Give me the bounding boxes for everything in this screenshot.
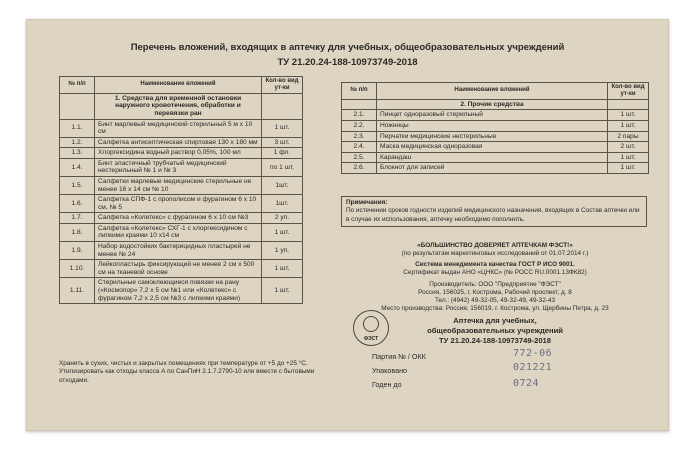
item-number: 1.9. xyxy=(60,242,95,260)
document-spec: ТУ 21.20.24-188-10973749-2018 xyxy=(277,57,418,68)
item-name: Лейкопластырь фиксирующий не менее 2 см х 500 см на тканевой основе xyxy=(95,260,262,278)
item-quantity: по 1 шт. xyxy=(262,158,303,176)
header-qty: Кол-во вид ут-ки xyxy=(608,83,649,100)
item-quantity: 1 шт. xyxy=(262,119,303,137)
item-quantity: 2 пары xyxy=(608,131,649,142)
table-row xyxy=(60,223,303,241)
item-number: 1.1. xyxy=(60,119,95,137)
item-name: Маска медицинская одноразовая xyxy=(377,142,608,153)
item-name: Салфетки марлевые медицинские стерильные не менее 16 х 14 см № 10 xyxy=(95,176,262,194)
table-row xyxy=(60,119,303,137)
table-row xyxy=(342,142,649,153)
item-quantity: 1шт. xyxy=(262,195,303,213)
section-title: 2. Прочие средства xyxy=(377,99,608,110)
item-name: Ножницы xyxy=(377,120,608,131)
item-name: Пинцет одноразовый стерильный xyxy=(377,110,608,121)
item-quantity: 1 шт. xyxy=(262,260,303,278)
item-name: Салфетка «Колетекс» СХГ-1 с хлоргексидином с липкими краями 10 х14 см xyxy=(95,223,262,241)
table-row xyxy=(342,131,649,142)
item-name: Перчатки медицинские нестерильные xyxy=(377,131,608,142)
item-number: 2.4. xyxy=(342,142,377,153)
table-row xyxy=(60,137,303,148)
item-quantity: 1 шт. xyxy=(608,163,649,174)
header-num: № п/п xyxy=(342,83,377,100)
item-quantity: 1 уп. xyxy=(262,242,303,260)
item-number: 1.7. xyxy=(60,213,95,224)
header-name: Наименование вложений xyxy=(95,77,262,94)
left-contents-table xyxy=(59,76,303,304)
item-number: 1.8. xyxy=(60,223,95,241)
item-name: Салфетка СПФ-1 с прополисом и фурагином 6 х 10 см, № 5 xyxy=(95,195,262,213)
table-row xyxy=(60,278,303,304)
table-row xyxy=(60,242,303,260)
item-number: 2.6. xyxy=(342,163,377,174)
item-number: 1.11. xyxy=(60,278,95,304)
document-title: Перечень вложений, входящих в аптечку для учебных, общеобразовательных учреждений xyxy=(130,42,565,53)
table-row xyxy=(342,110,649,121)
table-row xyxy=(342,152,649,163)
item-name: Карандаш xyxy=(377,152,608,163)
item-number: 2.2. xyxy=(342,120,377,131)
production-place: Место производства: Россия, 156019, г. Кострома, ул. Щербины Петра, д. 23 xyxy=(381,305,609,312)
storage-note: Хранить в сухих, чистых и закрытых помещениях при температуре от +5 до +25 °С. Утилизировать как отходы класса А по СанПиН 2.1.7.2790-10 или вместе с бытовыми отходами. xyxy=(59,360,315,384)
table-row xyxy=(342,120,649,131)
batch-label: Партия № / ОКК xyxy=(372,352,426,361)
item-number: 2.3. xyxy=(342,131,377,142)
right-contents-table xyxy=(341,82,649,174)
expiry-label: Годен до xyxy=(372,380,402,389)
remarks-box xyxy=(341,196,647,227)
table-row xyxy=(60,158,303,176)
item-number: 1.10. xyxy=(60,260,95,278)
table-row xyxy=(60,176,303,194)
header-num: № п/п xyxy=(60,77,95,94)
item-number: 1.4. xyxy=(60,158,95,176)
item-name: Хлоргексидина водный раствор 0,05%, 100 мл xyxy=(95,148,262,159)
item-name: Бинт марлевый медицинский стерильный 5 м х 10 см xyxy=(95,119,262,137)
product-title-1: Аптечка для учебных, xyxy=(453,316,537,325)
producer-line: Производитель: ООО "Предприятие "ФЭСТ" xyxy=(429,281,561,288)
item-quantity: 2 уп. xyxy=(262,213,303,224)
certificate-line: Сертификат выдан АНО «ЦНКС» (№ РОСС RU.0001.13ФК82) xyxy=(403,269,587,276)
producer-address: Россия, 156025, г. Кострома, Рабочий проспект, д. 8 xyxy=(418,289,572,296)
item-quantity: 1 шт. xyxy=(262,278,303,304)
logo-text: ФЭСТ xyxy=(363,336,379,342)
header-qty: Кол-во вид ут-ки xyxy=(262,77,303,94)
product-spec: ТУ 21.20.24-188-10973749-2018 xyxy=(439,336,551,345)
item-quantity: 1шт. xyxy=(262,176,303,194)
expiry-stamp: 0724 xyxy=(513,378,540,389)
quality-line: Система менеджмента качества ГОСТ Р ИСО 9001. xyxy=(415,261,575,268)
item-number: 1.6. xyxy=(60,195,95,213)
table-row xyxy=(60,260,303,278)
table-row xyxy=(60,213,303,224)
item-name: Бинт эластичный трубчатый медицинский нестерильный № 1 и № 3 xyxy=(95,158,262,176)
item-name: Салфетка «Колетекс» с фурагином 6 х 10 см №3 xyxy=(95,213,262,224)
batch-stamp: 772-06 xyxy=(513,348,553,359)
item-quantity: 3 шт. xyxy=(262,137,303,148)
item-quantity: 1 фл. xyxy=(262,148,303,159)
slogan-sub: (по результатам маркетинговых исследований от 01.07.2014 г.) xyxy=(401,250,589,257)
packed-label: Упаковано xyxy=(372,366,408,375)
item-quantity: 1 шт. xyxy=(608,120,649,131)
item-number: 1.2. xyxy=(60,137,95,148)
item-name: Блокнот для записей xyxy=(377,163,608,174)
table-row xyxy=(60,195,303,213)
item-number: 1.3. xyxy=(60,148,95,159)
item-quantity: 1 шт. xyxy=(608,152,649,163)
item-quantity: 1 шт. xyxy=(262,223,303,241)
packed-stamp: 021221 xyxy=(513,362,553,373)
remarks-title: Примечания: xyxy=(346,199,388,206)
table-row xyxy=(342,163,649,174)
section-title: 1. Средства для временной остановки наружного кровотечения, обработки и перевязки ран xyxy=(95,93,262,119)
item-quantity: 1 шт. xyxy=(608,110,649,121)
item-number: 1.5. xyxy=(60,176,95,194)
item-name: Салфетка антисептическая спиртовая 130 х 180 мм xyxy=(95,137,262,148)
item-name: Стерильные самоклеющиеся повязки на рану («Космопор» 7,2 х 5 см №1 или «Колетекс» с фурагином 7,2 х 2,5 см №3 с липкими краями) xyxy=(95,278,262,304)
slogan: «БОЛЬШИНСТВО ДОВЕРЯЕТ АПТЕЧКАМ ФЭСТ!» xyxy=(417,242,573,249)
item-quantity: 2 шт. xyxy=(608,142,649,153)
product-title-2: общеобразовательных учреждений xyxy=(427,326,563,335)
kit-insert-card xyxy=(26,19,669,431)
remarks-text: По истечении сроков годности изделий медицинского назначения, входящих в Состав аптечки или в случае их использования, аптечку необходимо пополнить. xyxy=(346,207,640,223)
header-name: Наименование вложений xyxy=(377,83,608,100)
item-number: 2.1. xyxy=(342,110,377,121)
table-row xyxy=(60,148,303,159)
phone-line: Тел.: (4942) 49-32-05, 49-32-49, 49-32-43 xyxy=(434,297,556,304)
item-number: 2.5. xyxy=(342,152,377,163)
item-name: Набор водостойких бактерицидных пластырей не менее № 24 xyxy=(95,242,262,260)
